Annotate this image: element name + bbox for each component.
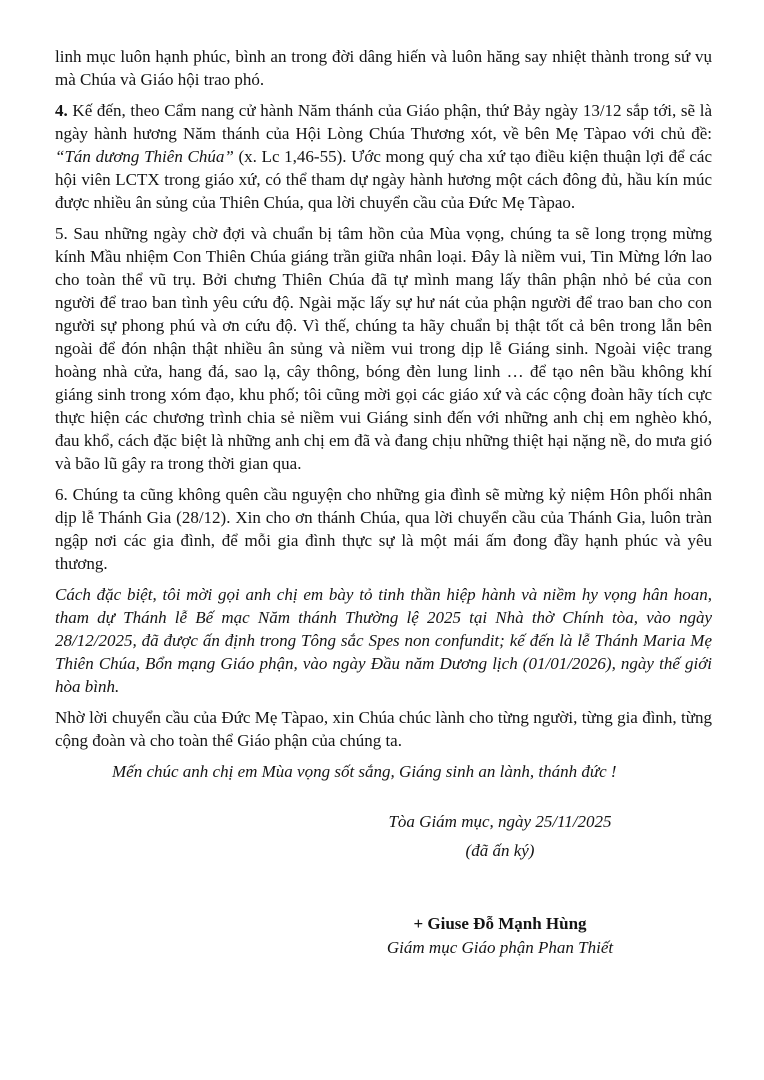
sealed-note: (đã ấn ký): [465, 841, 535, 860]
paragraph-4-text-before-quote: Kế đến, theo Cẩm nang cử hành Năm thánh của Giáo phận, thứ Bảy ngày 13/12 sắp tới, sẽ là ngày hành hương Năm thánh của Hội Lòng Chúa Thương xót, về bên Mẹ Tàpao với chủ đề:: [55, 101, 712, 143]
paragraph-4: [55, 99, 712, 214]
paragraph-special-invitation: Cách đặc biệt, tôi mời gọi anh chị em bày tỏ tinh thần hiệp hành và niềm hy vọng hân hoan, tham dự Thánh lễ Bế mạc Năm thánh Thường lệ 2025 tại Nhà thờ Chính tòa, vào ngày 28/12/2025, đã được ấn định trong Tông sắc Spes non confundit; kế đến là lễ Thánh Maria Mẹ Thiên Chúa, Bổn mạng Giáo phận, vào ngày Đầu năm Dương lịch (01/01/2026), ngày thế giới hòa bình.: [55, 585, 712, 696]
paragraph-4-number: 4.: [55, 101, 68, 120]
paragraph-5: 5. Sau những ngày chờ đợi và chuẩn bị tâm hồn của Mùa vọng, chúng ta sẽ long trọng mừng kính Mầu nhiệm Con Thiên Chúa giáng trần giữa nhân loại. Đây là niềm vui, Tin Mừng lớn lao cho toàn thể vũ trụ. Bởi chưng Thiên Chúa đã tự mình mang lấy thân phận nhỏ bé của con người để trao ban tình yêu cứu độ. Ngài mặc lấy sự hư nát của phận người để trao ban cho con người sự phong phú và ơn cứu độ. Vì thế, chúng ta hãy chuẩn bị thật tốt cả bên trong lẫn bên ngoài để đón nhận thật nhiều ân sủng và niềm vui trong dịp lễ Giáng sinh. Ngoài việc trang hoàng nhà cửa, hang đá, sao lạ, cây thông, bóng đèn lung linh … để tạo nên bầu không khí giáng sinh trong xóm đạo, khu phố; tôi cũng mời gọi các giáo xứ và các cộng đoàn hãy tích cực thực hiện các chương trình chia sẻ niềm vui Giáng sinh đến với những anh chị em nghèo khó, đau khổ, cách đặc biệt là những anh chị em đã và đang chịu những thiệt hại nặng nề, do mưa gió và bão lũ gây ra trong thời gian qua.: [55, 224, 712, 473]
closing-wish-line: Mến chúc anh chị em Mùa vọng sốt sắng, Giáng sinh an lành, thánh đức !: [112, 762, 617, 781]
paragraph-blessing: Nhờ lời chuyển cầu của Đức Mẹ Tàpao, xin Chúa chúc lành cho từng người, từng gia đình, từng cộng đoàn và cho toàn thể Giáo phận của chúng ta.: [55, 708, 712, 750]
signer-name: + Giuse Đỗ Mạnh Hùng: [413, 914, 587, 933]
paragraph-4-quoted-title: “Tán dương Thiên Chúa”: [55, 147, 234, 166]
signature-block: [288, 912, 712, 959]
paragraph-4-text-after-quote: (x. Lc 1,46-55). Ước mong quý cha xứ tạo điều kiện thuận lợi để các hội viên LCTX trong giáo xứ, có thể tham dự ngày hành hương một cách đông đủ, hầu kín múc được nhiều ân sủng của Thiên Chúa, qua lời chuyển cầu của Đức Mẹ Tàpao.: [55, 147, 712, 212]
signoff-block: [288, 810, 712, 959]
paragraph-intro-continuation: linh mục luôn hạnh phúc, bình an trong đời dâng hiến và luôn hăng say nhiệt thành trong sứ vụ mà Chúa và Giáo hội trao phó.: [55, 47, 712, 89]
paragraph-6: 6. Chúng ta cũng không quên cầu nguyện cho những gia đình sẽ mừng kỷ niệm Hôn phối nhân dịp lễ Thánh Gia (28/12). Xin cho ơn thánh Chúa, qua lời chuyển cầu của Thánh Gia, luôn tràn ngập nơi các gia đình, để mỗi gia đình thực sự là một mái ấm đong đầy hạnh phúc và yêu thương.: [55, 485, 712, 573]
signer-title: Giám mục Giáo phận Phan Thiết: [386, 938, 614, 957]
place-and-date: Tòa Giám mục, ngày 25/11/2025: [388, 812, 612, 831]
